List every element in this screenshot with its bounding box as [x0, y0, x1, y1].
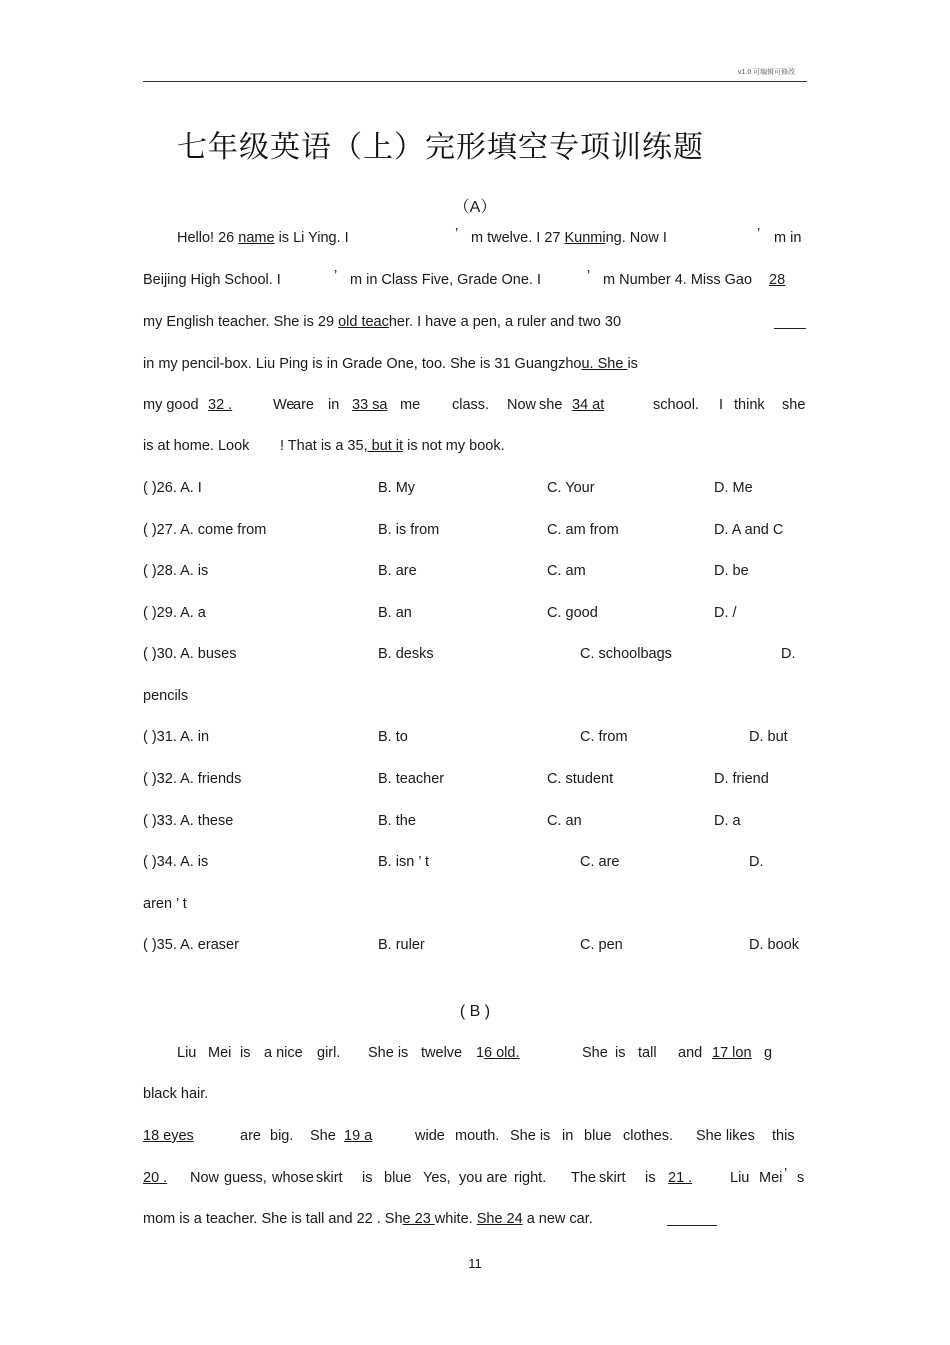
word: in — [328, 397, 340, 413]
word: She likes — [696, 1128, 755, 1144]
word: We — [273, 397, 295, 413]
passage-a-line-3: my English teacher. She is 29 old teacher. I have a pen, a ruler and two 30 — [143, 314, 622, 330]
word: Mei — [759, 1170, 783, 1186]
q33-option-c: C. an — [547, 813, 582, 829]
q30-option-d-cont: pencils — [143, 688, 189, 704]
word: is — [362, 1170, 373, 1186]
q27-option-d: D. A and C — [714, 522, 784, 538]
word: The — [571, 1170, 596, 1186]
q31-num: ( )31. A. in — [143, 729, 210, 745]
blank-19: 19 a — [344, 1128, 373, 1144]
word: skirt — [316, 1170, 343, 1186]
q28-option-d: D. be — [714, 563, 749, 579]
word: twelve — [421, 1045, 463, 1061]
passage-b-line-5: mom is a teacher. She is tall and 22 . She 23 white. She 24 a new car. — [143, 1211, 593, 1227]
q28-num: ( )28. A. is — [143, 563, 209, 579]
blank-30 — [774, 314, 806, 329]
word: in — [562, 1128, 574, 1144]
word: school. — [653, 397, 699, 413]
word: Now — [507, 397, 537, 413]
blank-28: 28 — [769, 272, 786, 288]
q26-num: ( )26. A. I — [143, 480, 202, 496]
word: and — [678, 1045, 703, 1061]
q32-option-c: C. student — [547, 771, 614, 787]
word: wide — [415, 1128, 445, 1144]
word: a nice — [264, 1045, 303, 1061]
q29-option-d: D. / — [714, 605, 737, 621]
q26-option-b: B. My — [378, 480, 416, 496]
q30-option-c: C. schoolbags — [580, 646, 672, 662]
q35-option-b: B. ruler — [378, 937, 425, 953]
word: is — [615, 1045, 626, 1061]
word: She — [582, 1045, 608, 1061]
q31-option-b: B. to — [378, 729, 408, 745]
word: s — [797, 1170, 805, 1186]
section-b-label: ( B ) — [459, 1003, 491, 1020]
word: is — [645, 1170, 656, 1186]
header-version-note: v1.0 可编辑可修改 — [738, 69, 796, 76]
q30-num: ( )30. A. buses — [143, 646, 237, 662]
q33-option-d: D. a — [714, 813, 741, 829]
word: blue — [584, 1128, 612, 1144]
word: 1 — [476, 1045, 485, 1061]
q26-option-d: D. Me — [714, 480, 753, 496]
word: mouth. — [455, 1128, 500, 1144]
passage-a-line-6: is at home. Look — [143, 438, 250, 454]
q35-num: ( )35. A. eraser — [143, 937, 239, 953]
blank-16: 6 old. — [484, 1045, 520, 1061]
apostrophe: ’ — [587, 268, 591, 284]
q34-option-d-cont: aren ’ t — [143, 896, 187, 912]
passage-a-line-1b: m twelve. I 27 Kunming. Now I — [471, 230, 667, 246]
word: clothes. — [623, 1128, 673, 1144]
q30-option-d: D. — [781, 646, 796, 662]
q27-num: ( )27. A. come from — [143, 522, 267, 538]
page-title: 七年级英语（上）完形填空专项训练题 — [177, 130, 704, 165]
word: blue — [384, 1170, 412, 1186]
q34-option-d: D. — [749, 854, 764, 870]
blank-20: 20 . — [143, 1170, 168, 1186]
apostrophe: ’ — [334, 268, 338, 284]
word: this — [772, 1128, 795, 1144]
q32-option-b: B. teacher — [378, 771, 445, 787]
q31-option-c: C. from — [580, 729, 628, 745]
blank-33: 33 sa — [352, 397, 388, 413]
passage-a-line-4: in my pencil-box. Liu Ping is in Grade One, too. She is 31 Guangzhou. She is — [143, 356, 638, 372]
blank-32: 32 . — [208, 397, 233, 413]
passage-a-line-2c: m Number 4. Miss Gao — [603, 272, 753, 288]
word: Mei — [208, 1045, 232, 1061]
passage-a-line-2: Beijing High School. I — [143, 272, 281, 288]
word: Liu — [730, 1170, 750, 1186]
blank-25 — [667, 1211, 717, 1226]
word: She — [310, 1128, 336, 1144]
q29-option-c: C. good — [547, 605, 598, 621]
passage-a-line-6b: ! That is a 35, but it is not my book. — [280, 438, 505, 454]
apostrophe: ’ — [455, 226, 459, 242]
blank-17: 17 lon — [712, 1045, 752, 1061]
q31-option-d: D. but — [749, 729, 788, 745]
q29-option-b: B. an — [378, 605, 412, 621]
word: right. — [514, 1170, 547, 1186]
passage-b-line-2: black hair. — [143, 1086, 209, 1102]
word: Yes, — [423, 1170, 451, 1186]
q30-option-b: B. desks — [378, 646, 434, 662]
word: big. — [270, 1128, 294, 1144]
word: she — [782, 397, 806, 413]
passage-a-line-5: my good — [143, 397, 199, 413]
q35-option-d: D. book — [749, 937, 799, 953]
q34-num: ( )34. A. is — [143, 854, 209, 870]
q28-option-c: C. am — [547, 563, 586, 579]
q34-option-c: C. are — [580, 854, 620, 870]
q33-option-b: B. the — [378, 813, 416, 829]
q32-option-d: D. friend — [714, 771, 769, 787]
q29-num: ( )29. A. a — [143, 605, 206, 621]
page-number: 11 — [468, 1256, 482, 1271]
word: whose — [272, 1170, 314, 1186]
word: me — [400, 397, 421, 413]
q26-option-c: C. Your — [547, 480, 595, 496]
passage-a-line-1c: m in — [774, 230, 802, 246]
passage-a-line-2b: m in Class Five, Grade One. I — [350, 272, 541, 288]
q28-option-b: B. are — [378, 563, 417, 579]
word: she — [539, 397, 563, 413]
word: g — [764, 1045, 773, 1061]
word: She is — [368, 1045, 409, 1061]
section-a-label: （A） — [453, 199, 497, 216]
word: class. — [452, 397, 490, 413]
q27-option-b: B. is from — [378, 522, 440, 538]
q32-num: ( )32. A. friends — [143, 771, 242, 787]
word: girl. — [317, 1045, 341, 1061]
q34-option-b: B. isn ’ t — [378, 854, 430, 870]
word: is — [240, 1045, 251, 1061]
word: think — [734, 397, 765, 413]
q27-option-c: C. am from — [547, 522, 619, 538]
word: are — [240, 1128, 261, 1144]
apostrophe: ’ — [784, 1166, 788, 1182]
blank-34: 34 at — [572, 397, 605, 413]
blank-18: 18 eyes — [143, 1128, 194, 1144]
word: guess, — [224, 1170, 267, 1186]
word: She is — [510, 1128, 551, 1144]
word: Liu — [177, 1045, 197, 1061]
word: Now — [190, 1170, 220, 1186]
apostrophe: ’ — [757, 226, 761, 242]
word: tall — [638, 1045, 657, 1061]
word: are — [293, 397, 314, 413]
blank-21: 21 . — [668, 1170, 693, 1186]
word: you are — [459, 1170, 508, 1186]
passage-a-line-1: Hello! 26 name is Li Ying. I — [177, 230, 349, 246]
word: I — [719, 397, 724, 413]
q35-option-c: C. pen — [580, 937, 623, 953]
q33-num: ( )33. A. these — [143, 813, 234, 829]
word: skirt — [599, 1170, 626, 1186]
header-rule — [143, 81, 807, 82]
